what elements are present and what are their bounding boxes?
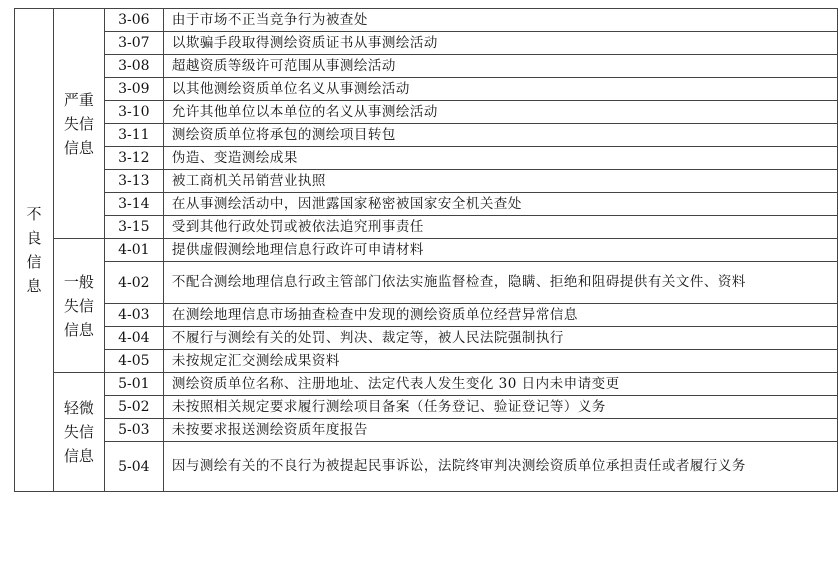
category-label-char: 不 xyxy=(26,205,42,223)
table-row xyxy=(15,373,838,396)
table-row xyxy=(15,350,838,373)
group-label-line: 严重 xyxy=(63,90,94,109)
description-cell: 以欺骗手段取得测绘资质证书从事测绘活动 xyxy=(163,32,837,55)
description-cell: 不履行与测绘有关的处罚、判决、裁定等，被人民法院强制执行 xyxy=(163,327,837,350)
description-cell: 受到其他行政处罚或被依法追究刑事责任 xyxy=(163,216,837,239)
group-label-line: 轻微 xyxy=(63,399,94,417)
group-cell-severe xyxy=(53,9,104,239)
code-cell: 3-14 xyxy=(104,193,163,216)
table-row xyxy=(15,9,838,32)
description-cell: 因与测绘有关的不良行为被提起民事诉讼，法院终审判决测绘资质单位承担责任或者履行义务 xyxy=(163,442,837,492)
code-cell: 4-01 xyxy=(104,239,163,262)
code-cell: 4-03 xyxy=(104,304,163,327)
description-cell: 以其他测绘资质单位名义从事测绘活动 xyxy=(163,78,837,101)
group-label-line: 信息 xyxy=(63,320,94,339)
code-cell: 4-02 xyxy=(104,262,163,304)
description-cell: 未按照相关规定要求履行测绘项目备案（任务登记、验证登记等）义务 xyxy=(163,396,837,419)
code-cell: 4-04 xyxy=(104,327,163,350)
description-cell: 不配合测绘地理信息行政主管部门依法实施监督检查，隐瞒、拒绝和阻碍提供有关文件、资料 xyxy=(163,262,837,304)
table-row xyxy=(15,147,838,170)
category-label-char: 良 xyxy=(26,229,42,247)
table-row xyxy=(15,55,838,78)
description-cell: 在从事测绘活动中，因泄露国家秘密被国家安全机关查处 xyxy=(163,193,837,216)
code-cell: 3-08 xyxy=(104,55,163,78)
table-row xyxy=(15,239,838,262)
group-label-line: 失信 xyxy=(63,296,94,315)
description-cell: 被工商机关吊销营业执照 xyxy=(163,170,837,193)
code-cell: 3-12 xyxy=(104,147,163,170)
code-cell: 3-10 xyxy=(104,101,163,124)
table-row xyxy=(15,170,838,193)
code-cell: 4-05 xyxy=(104,350,163,373)
group-cell-general xyxy=(53,239,104,373)
group-label-line: 失信 xyxy=(63,423,94,441)
description-cell: 测绘资质单位名称、注册地址、法定代表人发生变化 30 日内未申请变更 xyxy=(163,373,837,396)
table-row xyxy=(15,216,838,239)
group-label-line: 信息 xyxy=(63,447,94,465)
code-cell: 3-09 xyxy=(104,78,163,101)
credit-info-table xyxy=(14,8,838,492)
category-cell xyxy=(15,9,54,492)
table-row xyxy=(15,262,838,304)
category-label-char: 息 xyxy=(26,277,42,295)
description-cell: 由于市场不正当竞争行为被查处 xyxy=(163,9,837,32)
table-row xyxy=(15,101,838,124)
description-cell: 测绘资质单位将承包的测绘项目转包 xyxy=(163,124,837,147)
code-cell: 3-06 xyxy=(104,9,163,32)
code-cell: 5-04 xyxy=(104,442,163,492)
group-cell-minor xyxy=(53,373,104,492)
group-label-line: 失信 xyxy=(63,114,94,133)
description-cell: 在测绘地理信息市场抽查检查中发现的测绘资质单位经营异常信息 xyxy=(163,304,837,327)
table-row xyxy=(15,78,838,101)
code-cell: 3-11 xyxy=(104,124,163,147)
table-row xyxy=(15,327,838,350)
table-row xyxy=(15,396,838,419)
description-cell: 超越资质等级许可范围从事测绘活动 xyxy=(163,55,837,78)
table-row xyxy=(15,442,838,492)
description-cell: 伪造、变造测绘成果 xyxy=(163,147,837,170)
code-cell: 3-13 xyxy=(104,170,163,193)
group-label-line: 一般 xyxy=(63,272,94,291)
description-cell: 未按规定汇交测绘成果资料 xyxy=(163,350,837,373)
table-row xyxy=(15,193,838,216)
table-row xyxy=(15,419,838,442)
code-cell: 5-02 xyxy=(104,396,163,419)
code-cell: 3-15 xyxy=(104,216,163,239)
description-cell: 未按要求报送测绘资质年度报告 xyxy=(163,419,837,442)
code-cell: 5-03 xyxy=(104,419,163,442)
description-cell: 提供虚假测绘地理信息行政许可申请材料 xyxy=(163,239,837,262)
code-cell: 3-07 xyxy=(104,32,163,55)
table-row xyxy=(15,304,838,327)
table-row xyxy=(15,124,838,147)
category-label-char: 信 xyxy=(26,253,42,271)
table-row xyxy=(15,32,838,55)
description-cell: 允许其他单位以本单位的名义从事测绘活动 xyxy=(163,101,837,124)
code-cell: 5-01 xyxy=(104,373,163,396)
group-label-line: 信息 xyxy=(63,138,94,157)
